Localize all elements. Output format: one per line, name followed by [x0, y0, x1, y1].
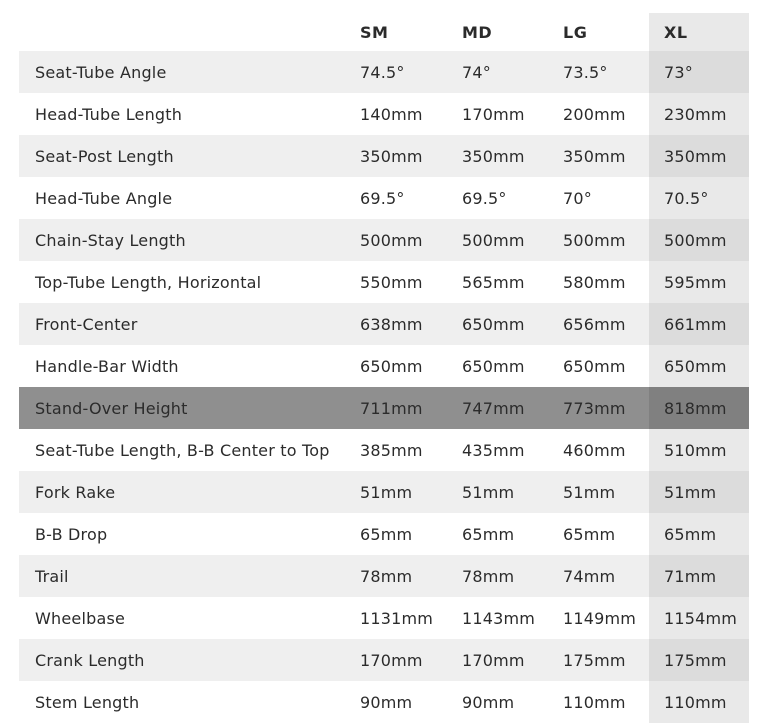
cell-xl: 650mm [649, 345, 749, 387]
table-body [19, 51, 749, 723]
cell-lg: 74mm [563, 566, 616, 586]
cell-xl: 500mm [649, 219, 749, 261]
column-header-sm: SM [360, 22, 389, 42]
table-row [19, 597, 749, 639]
cell-xl: 230mm [649, 93, 749, 135]
cell-xl: 175mm [649, 639, 749, 681]
cell-sm: 78mm [360, 566, 413, 586]
cell-sm: 140mm [360, 104, 423, 124]
row-label: Seat-Tube Length, B-B Center to Top [35, 440, 330, 460]
cell-lg: 65mm [563, 524, 616, 544]
cell-xl: 818mm [649, 387, 749, 429]
table-row [19, 555, 749, 597]
table-row [19, 93, 749, 135]
cell-md: 170mm [462, 650, 525, 670]
row-label: Trail [35, 566, 69, 586]
row-label: Head-Tube Length [35, 104, 183, 124]
table-row [19, 261, 749, 303]
table-row [19, 135, 749, 177]
cell-lg: 460mm [563, 440, 626, 460]
table-row [19, 303, 749, 345]
cell-sm: 500mm [360, 230, 423, 250]
row-label: Stand-Over Height [35, 398, 188, 418]
cell-sm: 711mm [360, 398, 423, 418]
cell-lg: 650mm [563, 356, 626, 376]
row-label: Seat-Post Length [35, 146, 174, 166]
cell-xl: 595mm [649, 261, 749, 303]
cell-md: 170mm [462, 104, 525, 124]
column-header-lg: LG [563, 22, 588, 42]
cell-xl: 510mm [649, 429, 749, 471]
cell-sm: 550mm [360, 272, 423, 292]
cell-md: 90mm [462, 692, 515, 712]
cell-sm: 170mm [360, 650, 423, 670]
cell-lg: 200mm [563, 104, 626, 124]
row-label: Chain-Stay Length [35, 230, 186, 250]
cell-sm: 69.5° [360, 188, 405, 208]
cell-md: 78mm [462, 566, 515, 586]
cell-xl: 71mm [649, 555, 749, 597]
cell-sm: 90mm [360, 692, 413, 712]
cell-md: 650mm [462, 314, 525, 334]
cell-xl: 70.5° [649, 177, 749, 219]
cell-xl: 65mm [649, 513, 749, 555]
cell-lg: 580mm [563, 272, 626, 292]
row-label: Fork Rake [35, 482, 116, 502]
table-row [19, 51, 749, 93]
cell-xl: 51mm [649, 471, 749, 513]
column-header-xl: XL [649, 13, 749, 51]
cell-md: 1143mm [462, 608, 536, 628]
cell-lg: 350mm [563, 146, 626, 166]
table-row [19, 345, 749, 387]
cell-md: 51mm [462, 482, 515, 502]
row-label: Stem Length [35, 692, 140, 712]
cell-sm: 350mm [360, 146, 423, 166]
row-label: Front-Center [35, 314, 138, 334]
cell-lg: 70° [563, 188, 592, 208]
cell-md: 500mm [462, 230, 525, 250]
cell-xl: 73° [649, 51, 749, 93]
cell-sm: 51mm [360, 482, 413, 502]
column-header-md: MD [462, 22, 493, 42]
cell-md: 74° [462, 62, 491, 82]
cell-lg: 73.5° [563, 62, 608, 82]
cell-md: 435mm [462, 440, 525, 460]
cell-lg: 1149mm [563, 608, 637, 628]
row-label: Seat-Tube Angle [35, 62, 167, 82]
table-row [19, 471, 749, 513]
row-label: Top-Tube Length, Horizontal [35, 272, 262, 292]
cell-lg: 656mm [563, 314, 626, 334]
table-row [19, 219, 749, 261]
table-row [19, 387, 749, 429]
cell-md: 565mm [462, 272, 525, 292]
table-row [19, 513, 749, 555]
cell-sm: 65mm [360, 524, 413, 544]
table-header-row [19, 13, 749, 51]
cell-lg: 500mm [563, 230, 626, 250]
row-label: Crank Length [35, 650, 145, 670]
table-row [19, 429, 749, 471]
table-row [19, 639, 749, 681]
cell-sm: 74.5° [360, 62, 405, 82]
cell-md: 350mm [462, 146, 525, 166]
row-label: B-B Drop [35, 524, 108, 544]
row-label: Wheelbase [35, 608, 126, 628]
cell-sm: 650mm [360, 356, 423, 376]
cell-xl: 661mm [649, 303, 749, 345]
cell-md: 650mm [462, 356, 525, 376]
cell-md: 747mm [462, 398, 525, 418]
geometry-table [19, 13, 749, 723]
cell-sm: 638mm [360, 314, 423, 334]
cell-xl: 1154mm [649, 597, 749, 639]
cell-sm: 1131mm [360, 608, 434, 628]
cell-sm: 385mm [360, 440, 423, 460]
cell-xl: 110mm [649, 681, 749, 723]
table-row [19, 681, 749, 723]
cell-lg: 51mm [563, 482, 616, 502]
table-row [19, 177, 749, 219]
cell-lg: 175mm [563, 650, 626, 670]
cell-xl: 350mm [649, 135, 749, 177]
cell-md: 69.5° [462, 188, 507, 208]
row-label: Handle-Bar Width [35, 356, 179, 376]
row-label: Head-Tube Angle [35, 188, 173, 208]
cell-lg: 773mm [563, 398, 626, 418]
cell-lg: 110mm [563, 692, 626, 712]
cell-md: 65mm [462, 524, 515, 544]
